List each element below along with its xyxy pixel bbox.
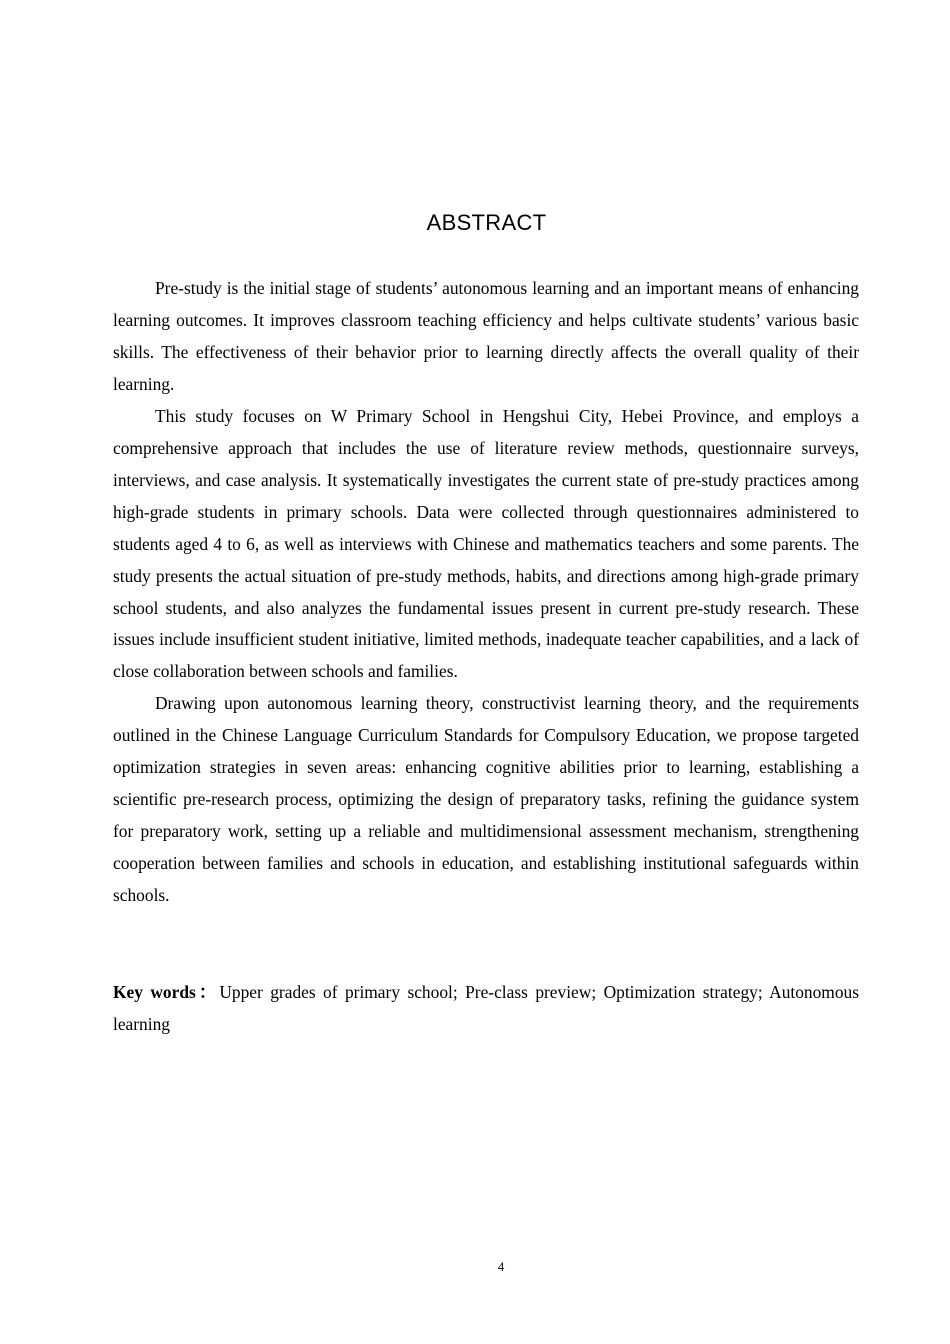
page-number: 4	[497, 1259, 505, 1274]
keywords-text: Upper grades of primary school; Pre-class preview; Optimization strategy; Autonomous learning	[113, 982, 859, 1034]
abstract-title: ABSTRACT	[426, 210, 547, 235]
abstract-paragraph-2: This study focuses on W Primary School in Hengshui City, Hebei Province, and employs a comprehensive approach that includes the use of literature review methods, questionnaire surveys, interviews, and case analysis. It systematically investigates the current state of pre-study practices among high-grade students in primary schools. Data were collected through questionnaires administered to students aged 4 to 6, as well as interviews with Chinese and mathematics teachers and some parents. The study presents the actual situation of pre-study methods, habits, and directions among high-grade primary school students, and also analyzes the fundamental issues present in current pre-study research. These issues include insufficient student initiative, limited methods, inadequate teacher capabilities, and a lack of close collaboration between schools and families.	[113, 405, 859, 682]
abstract-body	[113, 273, 859, 912]
abstract-paragraph-1: Pre-study is the initial stage of students’ autonomous learning and an important means of enhancing learning outcomes. It improves classroom teaching efficiency and helps cultivate students’ various basic skills. The effectiveness of their behavior prior to learning directly affects the overall quality of their learning.	[113, 278, 859, 394]
abstract-paragraph-3: Drawing upon autonomous learning theory, constructivist learning theory, and the requirements outlined in the Chinese Language Curriculum Standards for Compulsory Education, we propose targeted optimization strategies in seven areas: enhancing cognitive abilities prior to learning, establishing a scientific pre-research process, optimizing the design of preparatory tasks, refining the guidance system for preparatory work, setting up a reliable and multidimensional assessment mechanism, strengthening cooperation between families and schools in education, and establishing institutional safeguards within schools.	[113, 693, 859, 906]
keywords-label: Key words：	[113, 982, 220, 1002]
keywords-line	[113, 976, 859, 1040]
